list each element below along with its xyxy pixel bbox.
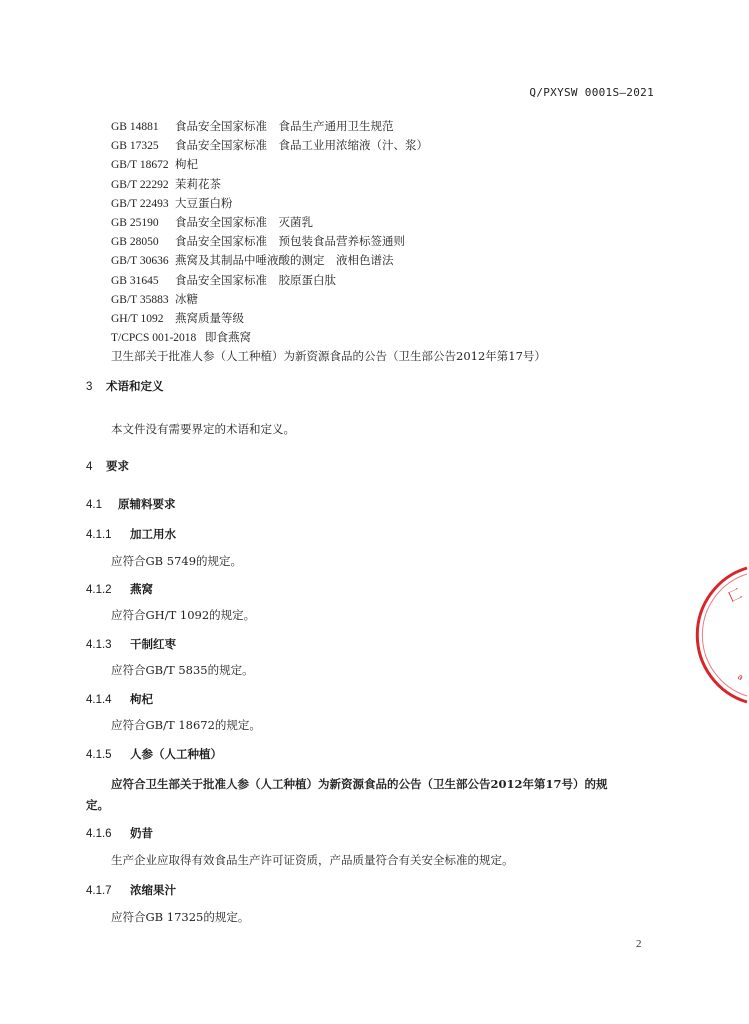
reference-item: GB 17325 食品安全国家标准 食品工业用浓缩液（汁、浆）	[111, 138, 428, 153]
normative-references-list	[111, 117, 671, 366]
section-4-1-5-body-line2: 定。	[86, 798, 109, 812]
section-heading-4-1-2: 4.1.2 燕窝	[86, 584, 153, 596]
reference-item: 卫生部关于批准人参（人工种植）为新资源食品的公告（卫生部公告2012年第17号）	[111, 349, 546, 364]
reference-item: GH/T 1092 燕窝质量等级	[111, 310, 244, 325]
reference-item: GB 28050 食品安全国家标准 预包装食品营养标签通则	[111, 234, 405, 249]
section-heading-4-1-6: 4.1.6 奶昔	[86, 828, 153, 840]
reference-item: T/CPCS 001-2018 即食燕窝	[111, 330, 251, 345]
reference-item: GB/T 18672 枸杞	[111, 157, 198, 172]
section-4-1-6-body: 生产企业应取得有效食品生产许可证资质，产品质量符合有关安全标准的规定。	[111, 853, 514, 867]
section-heading-4-1-3: 4.1.3 干制红枣	[86, 639, 176, 651]
reference-item: GB/T 35883 冰糖	[111, 291, 198, 306]
section-4-1-2-body: 应符合GH/T 1092的规定。	[111, 608, 256, 622]
page-number: 2	[636, 938, 642, 950]
reference-item: GB/T 22292 茉莉花茶	[111, 176, 221, 191]
section-4-1-4-body: 应符合GB/T 18672的规定。	[111, 718, 261, 732]
section-heading-4-1-4: 4.1.4 枸杞	[86, 694, 153, 706]
section-heading-4-1: 4.1 原辅料要求	[86, 499, 176, 511]
section-4-1-1-body: 应符合GB 5749的规定。	[111, 554, 243, 568]
svg-text:匚: 匚	[726, 586, 745, 606]
reference-item: GB/T 30636 燕窝及其制品中唾液酸的测定 液相色谱法	[111, 253, 394, 268]
section-3-body: 本文件没有需要界定的术语和定义。	[111, 422, 295, 436]
red-seal-stamp-icon	[703, 560, 749, 710]
section-heading-4-1-7: 4.1.7 浓缩果汁	[86, 885, 176, 897]
section-heading-4-1-5: 4.1.5 人参（人工种植）	[86, 749, 222, 761]
reference-item: GB 14881 食品安全国家标准 食品生产通用卫生规范	[111, 119, 394, 133]
section-4-1-5-body-line1: 应符合卫生部关于批准人参（人工种植）为新资源食品的公告（卫生部公告2012年第17号）的规	[111, 777, 608, 791]
section-heading-3: 3 术语和定义	[86, 381, 164, 393]
document-code: Q/PXYSW 0001S—2021	[529, 86, 654, 99]
section-heading-4-1-1: 4.1.1 加工用水	[86, 529, 176, 541]
svg-text:a: a	[736, 671, 745, 683]
reference-item: GB/T 22493 大豆蛋白粉	[111, 195, 233, 210]
reference-item: GB 25190 食品安全国家标准 灭菌乳	[111, 214, 313, 229]
section-heading-4: 4 要求	[86, 461, 129, 473]
section-4-1-7-body: 应符合GB 17325的规定。	[111, 910, 250, 924]
section-4-1-3-body: 应符合GB/T 5835的规定。	[111, 663, 254, 677]
reference-item: GB 31645 食品安全国家标准 胶原蛋白肽	[111, 272, 336, 287]
